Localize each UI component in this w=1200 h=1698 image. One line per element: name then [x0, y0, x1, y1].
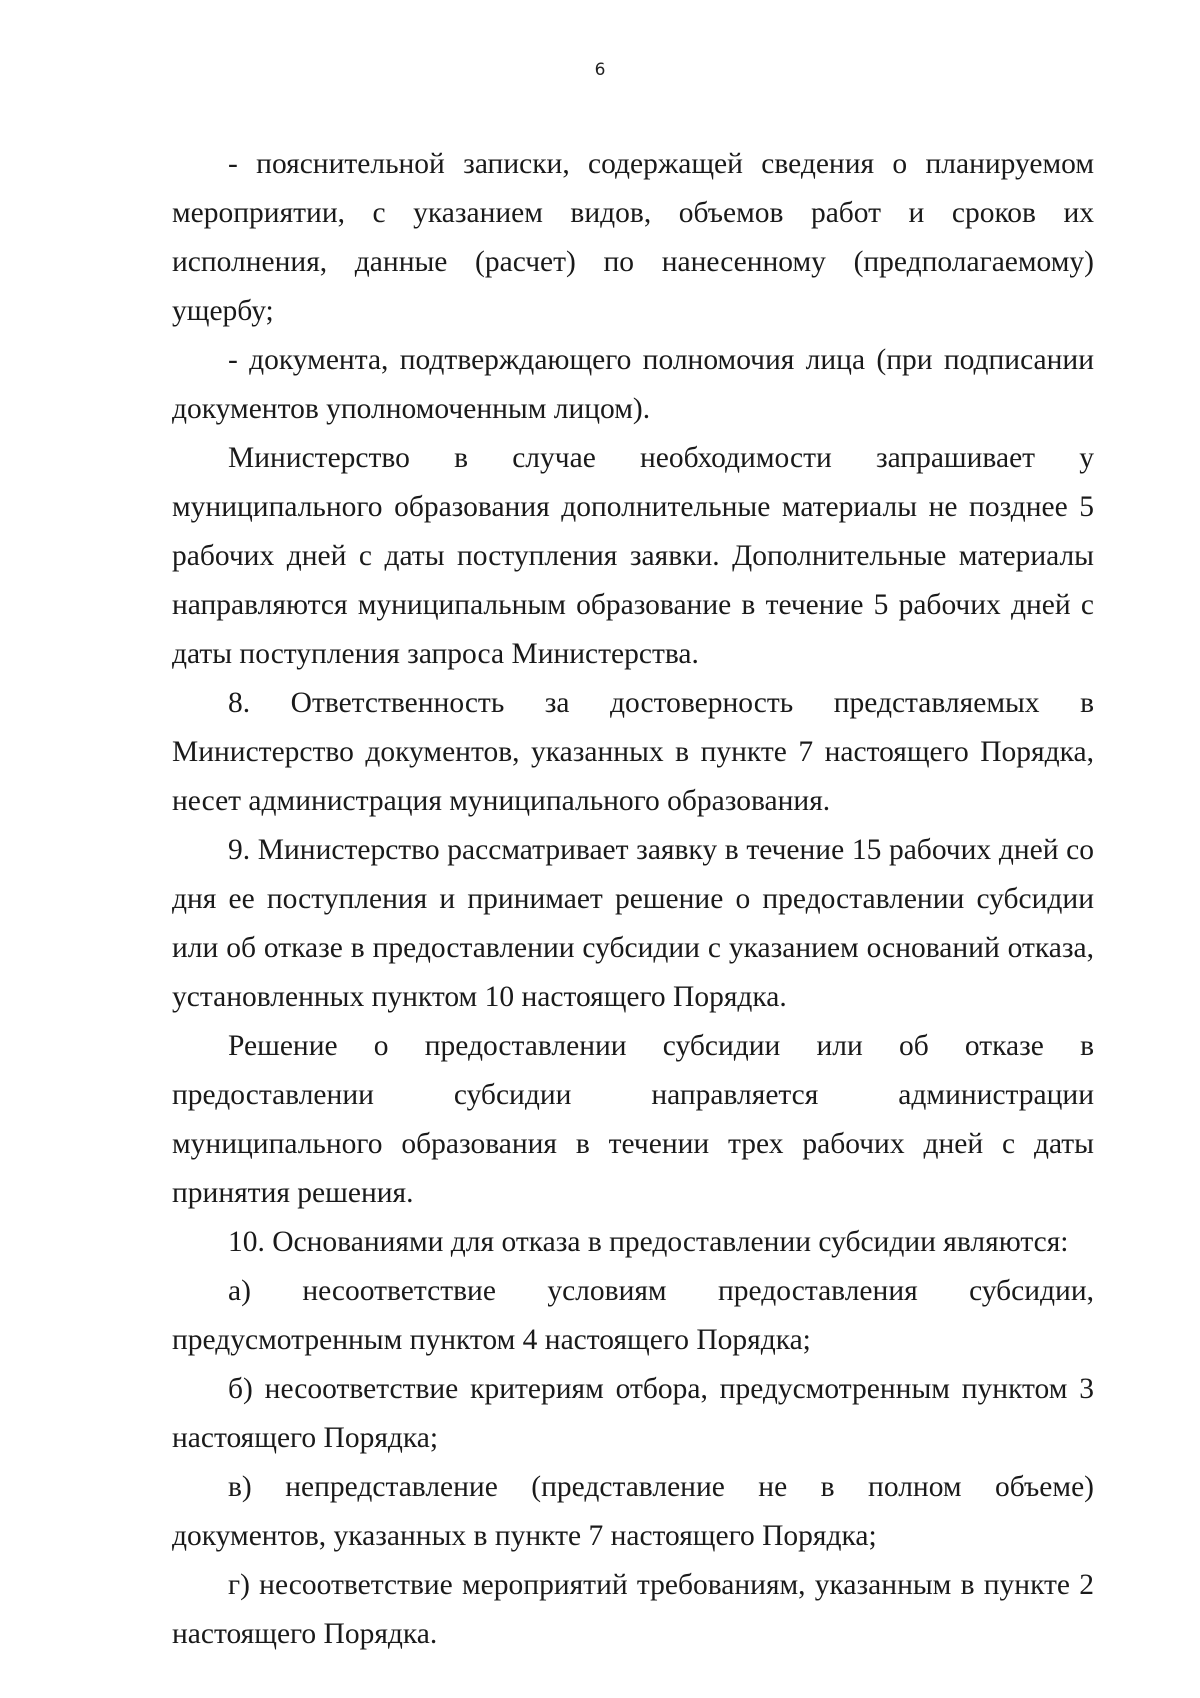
paragraph-item-g: г) несоответствие мероприятий требованиям, указанным в пункте 2 настоящего Порядка. — [172, 1569, 1094, 1650]
paragraph-item-v: в) непредставление (представление не в полном объеме) документов, указанных в пункте 7 настоящего Порядка; — [172, 1471, 1094, 1552]
paragraph-item-b: б) несоответствие критериям отбора, предусмотренным пунктом 3 настоящего Порядка; — [172, 1373, 1094, 1454]
paragraph-explanatory-note: - пояснительной записки, содержащей сведения о планируемом мероприятии, с указанием видов, объемов работ и сроков их исполнения, данные (расчет) по нанесенному (предполагаемому) ущербу; — [172, 148, 1094, 327]
page-number: 6 — [594, 60, 606, 80]
paragraph-clause-9: 9. Министерство рассматривает заявку в течение 15 рабочих дней со дня ее поступления и принимает решение о предоставлении субсидии или об отказе в предоставлении субсидии с указанием оснований отказа, установленных пунктом 10 настоящего Порядка. — [172, 834, 1094, 1013]
paragraph-clause-8: 8. Ответственность за достоверность представляемых в Министерство документов, указанных в пункте 7 настоящего Порядка, несет администрация муниципального образования. — [172, 687, 1094, 817]
document-body — [172, 140, 1094, 1659]
paragraph-item-a: а) несоответствие условиям предоставления субсидии, предусмотренным пунктом 4 настоящего Порядка; — [172, 1275, 1094, 1356]
paragraph-decision-notice: Решение о предоставлении субсидии или об отказе в предоставлении субсидии направляется администрации муниципального образования в течении трех рабочих дней с даты принятия решения. — [172, 1030, 1094, 1209]
paragraph-authority-document: - документа, подтверждающего полномочия лица (при подписании документов уполномоченным лицом). — [172, 344, 1094, 425]
paragraph-additional-materials: Министерство в случае необходимости запрашивает у муниципального образования дополнительные материалы не позднее 5 рабочих дней с даты поступления заявки. Дополнительные материалы направляются муниципальным образование в течение 5 рабочих дней с даты поступления запроса Министерства. — [172, 442, 1094, 670]
paragraph-clause-10: 10. Основаниями для отказа в предоставлении субсидии являются: — [228, 1226, 1069, 1258]
